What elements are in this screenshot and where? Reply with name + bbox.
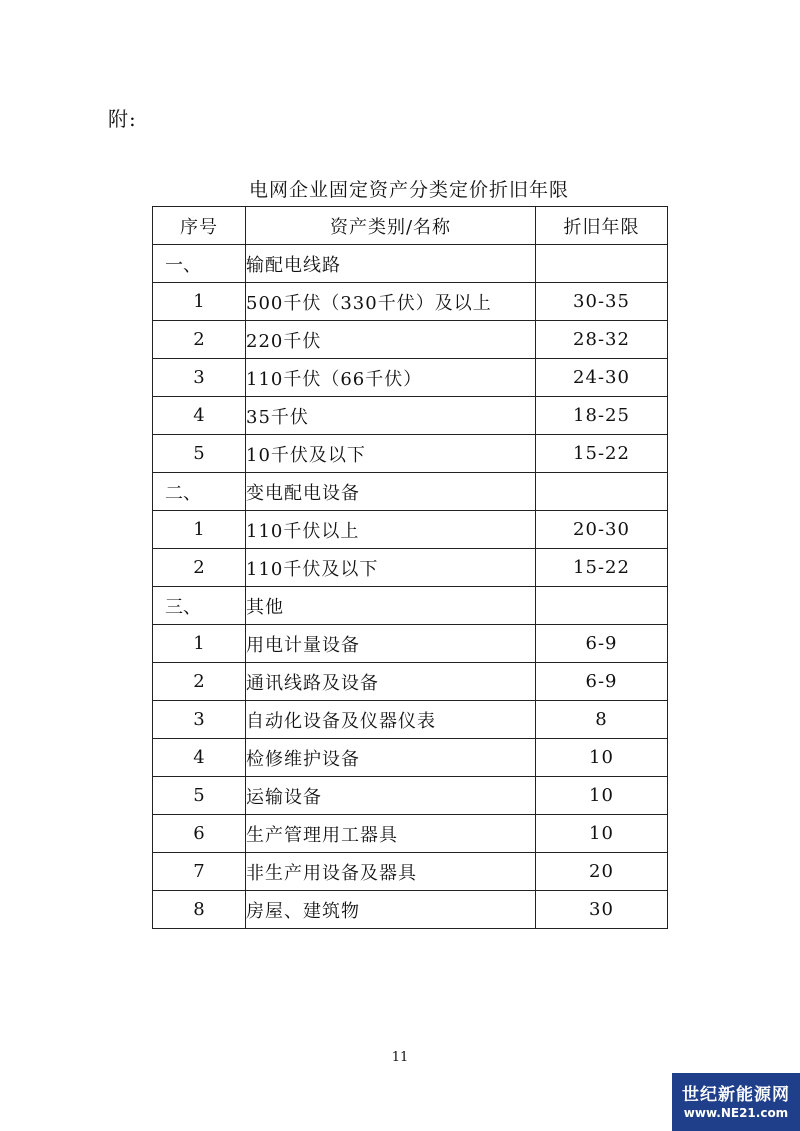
row-serial-number: 8 bbox=[153, 891, 246, 929]
watermark-url: www.NE21.com bbox=[683, 1106, 789, 1120]
row-depreciation-years: 24-30 bbox=[536, 359, 668, 397]
row-asset-name: 110千伏及以下 bbox=[246, 549, 536, 587]
table-section-row bbox=[153, 473, 668, 511]
row-depreciation-years: 28-32 bbox=[536, 321, 668, 359]
row-serial-number: 4 bbox=[153, 397, 246, 435]
row-asset-name: 用电计量设备 bbox=[246, 625, 536, 663]
row-asset-name: 500千伏（330千伏）及以上 bbox=[246, 283, 536, 321]
row-depreciation-years bbox=[536, 473, 668, 511]
table-row bbox=[153, 283, 668, 321]
table-row bbox=[153, 625, 668, 663]
row-depreciation-years: 10 bbox=[536, 739, 668, 777]
page-number: 11 bbox=[391, 1050, 409, 1065]
row-depreciation-years: 30 bbox=[536, 891, 668, 929]
table-section-row bbox=[153, 587, 668, 625]
table-row bbox=[153, 739, 668, 777]
table-row bbox=[153, 891, 668, 929]
table-row bbox=[153, 663, 668, 701]
row-asset-name: 110千伏以上 bbox=[246, 511, 536, 549]
row-serial-number: 2 bbox=[153, 549, 246, 587]
row-serial-number: 5 bbox=[153, 435, 246, 473]
row-depreciation-years: 6-9 bbox=[536, 663, 668, 701]
row-serial-number: 三、 bbox=[153, 587, 246, 625]
row-serial-number: 1 bbox=[153, 283, 246, 321]
row-asset-name: 非生产用设备及器具 bbox=[246, 853, 536, 891]
table-section-row bbox=[153, 245, 668, 283]
row-asset-name: 220千伏 bbox=[246, 321, 536, 359]
table-row bbox=[153, 777, 668, 815]
table-row bbox=[153, 701, 668, 739]
row-asset-name: 运输设备 bbox=[246, 777, 536, 815]
row-depreciation-years: 15-22 bbox=[536, 549, 668, 587]
row-serial-number: 一、 bbox=[153, 245, 246, 283]
row-serial-number: 2 bbox=[153, 663, 246, 701]
row-depreciation-years bbox=[536, 245, 668, 283]
table-body bbox=[153, 207, 668, 929]
attachment-label: 附: bbox=[108, 107, 137, 131]
row-serial-number: 3 bbox=[153, 701, 246, 739]
depreciation-table bbox=[152, 206, 668, 929]
row-asset-name: 10千伏及以下 bbox=[246, 435, 536, 473]
header-asset-category: 资产类别/名称 bbox=[246, 207, 536, 245]
header-depreciation-years: 折旧年限 bbox=[536, 207, 668, 245]
row-depreciation-years bbox=[536, 587, 668, 625]
row-depreciation-years: 8 bbox=[536, 701, 668, 739]
row-serial-number: 1 bbox=[153, 511, 246, 549]
row-depreciation-years: 18-25 bbox=[536, 397, 668, 435]
row-asset-name: 通讯线路及设备 bbox=[246, 663, 536, 701]
row-serial-number: 3 bbox=[153, 359, 246, 397]
row-asset-name: 其他 bbox=[246, 587, 536, 625]
row-serial-number: 4 bbox=[153, 739, 246, 777]
table-row bbox=[153, 815, 668, 853]
table-row bbox=[153, 511, 668, 549]
row-serial-number: 7 bbox=[153, 853, 246, 891]
row-serial-number: 1 bbox=[153, 625, 246, 663]
watermark-site-name: 世纪新能源网 bbox=[682, 1085, 790, 1105]
table-row bbox=[153, 397, 668, 435]
row-asset-name: 35千伏 bbox=[246, 397, 536, 435]
table-row bbox=[153, 549, 668, 587]
table-row bbox=[153, 435, 668, 473]
row-asset-name: 输配电线路 bbox=[246, 245, 536, 283]
row-asset-name: 110千伏（66千伏） bbox=[246, 359, 536, 397]
row-depreciation-years: 20 bbox=[536, 853, 668, 891]
row-asset-name: 生产管理用工器具 bbox=[246, 815, 536, 853]
table-header-row bbox=[153, 207, 668, 245]
row-depreciation-years: 10 bbox=[536, 777, 668, 815]
row-serial-number: 二、 bbox=[153, 473, 246, 511]
row-asset-name: 房屋、建筑物 bbox=[246, 891, 536, 929]
row-serial-number: 2 bbox=[153, 321, 246, 359]
row-depreciation-years: 30-35 bbox=[536, 283, 668, 321]
row-depreciation-years: 10 bbox=[536, 815, 668, 853]
row-depreciation-years: 6-9 bbox=[536, 625, 668, 663]
row-serial-number: 6 bbox=[153, 815, 246, 853]
site-watermark-logo bbox=[672, 1073, 800, 1131]
row-serial-number: 5 bbox=[153, 777, 246, 815]
row-asset-name: 变电配电设备 bbox=[246, 473, 536, 511]
table-row bbox=[153, 321, 668, 359]
row-depreciation-years: 15-22 bbox=[536, 435, 668, 473]
row-asset-name: 检修维护设备 bbox=[246, 739, 536, 777]
row-depreciation-years: 20-30 bbox=[536, 511, 668, 549]
table-row bbox=[153, 853, 668, 891]
row-asset-name: 自动化设备及仪器仪表 bbox=[246, 701, 536, 739]
table-row bbox=[153, 359, 668, 397]
table-title: 电网企业固定资产分类定价折旧年限 bbox=[248, 179, 569, 201]
header-serial-number: 序号 bbox=[153, 207, 246, 245]
